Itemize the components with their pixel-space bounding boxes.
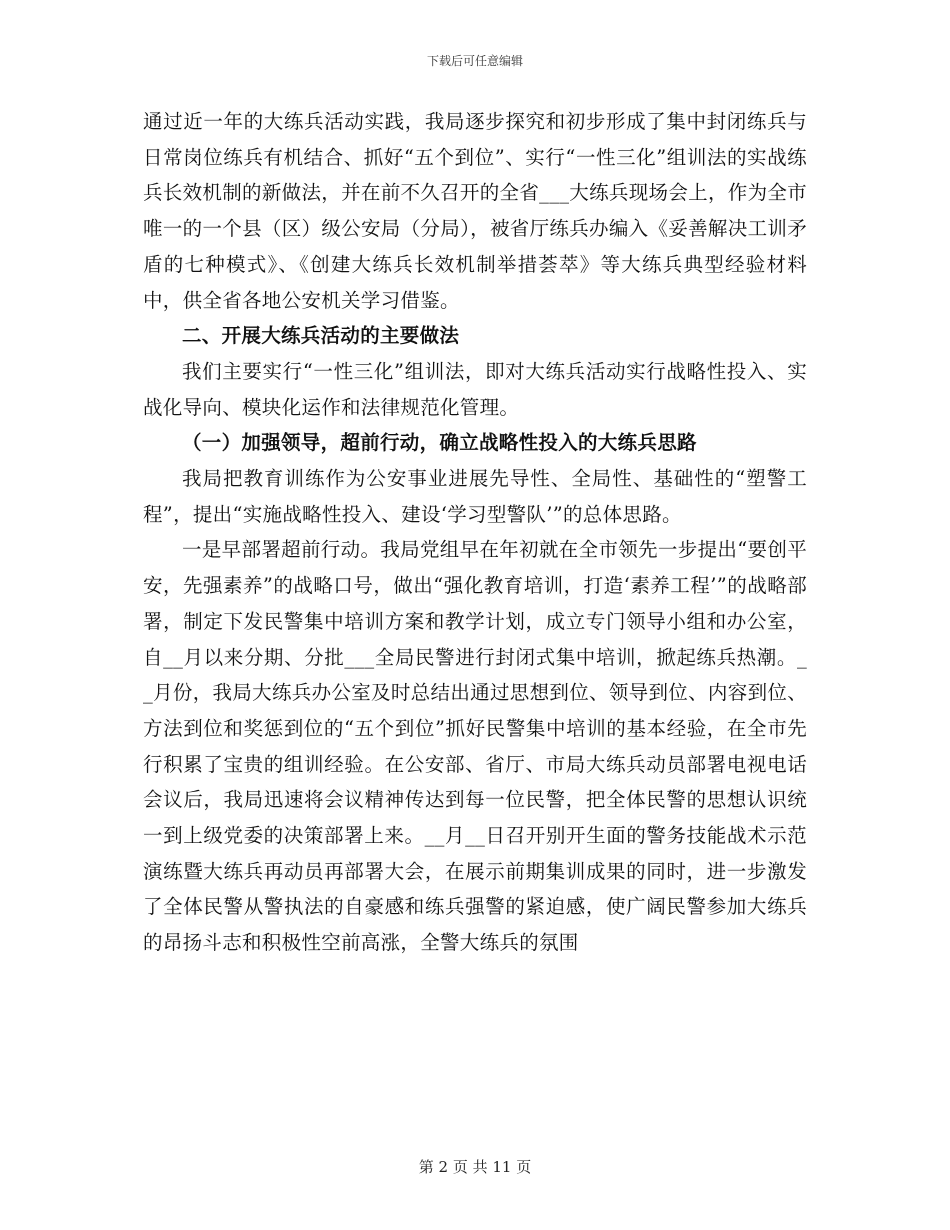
subsection-heading: （一）加强领导，超前行动，确立战略性投入的大练兵思路: [182, 431, 697, 455]
paragraph-intro: 我们主要实行“一性三化”组训法，即对大练兵活动实行战略性投入、实战化导向、模块化运作和法律规范化管理。: [143, 359, 807, 419]
page-number: 第 2 页 共 11 页: [418, 1158, 532, 1176]
paragraph-early-deployment: 一是早部署超前行动。我局党组早在年初就在全市领先一步提出“要创平安，先强素养”的战略口号，做出“强化教育培训，打造‘素养工程’”的战略部署，制定下发民警集中培训方案和教学计划，成立专门领导小组和办公室，自__月以来分期、分批___全局民警进行封闭式集中培训，掀起练兵热潮。__月份，我局大练兵办公室及时总结出通过思想到位、领导到位、内容到位、方法到位和奖惩到位的“五个到位”抓好民警集中培训的基本经验，在全市先行积累了宝贵的组训经验。在公安部、省厅、市局大练兵动员部署电视电话会议后，我局迅速将会议精神传达到每一位民警，把全体民警的思想认识统一到上级党委的决策部署上来。__月__日召开别开生面的警务技能战术示范演练暨大练兵再动员再部署大会，在展示前期集训成果的同时，进一步激发了全体民警从警执法的自豪感和练兵强警的紧迫感，使广阔民警参加大练兵的昂扬斗志和积极性空前高涨，全警大练兵的氛围: [143, 538, 807, 955]
document-body: [143, 104, 807, 961]
paragraph-continued: 通过近一年的大练兵活动实践，我局逐步探究和初步形成了集中封闭练兵与日常岗位练兵有机结合、抓好“五个到位”、实行“一性三化”组训法的实战练兵长效机制的新做法，并在前不久召开的全省___大练兵现场会上，作为全市唯一的一个县（区）级公安局（分局），被省厅练兵办编入《妥善解决工训矛盾的七种模式》、《创建大练兵长效机制举措荟萃》等大练兵典型经验材料中，供全省各地公安机关学习借鉴。: [143, 110, 807, 312]
paragraph-strategy: 我局把教育训练作为公安事业进展先导性、全局性、基础性的“塑警工程”，提出“实施战略性投入、建设‘学习型警队’”的总体思路。: [143, 467, 807, 526]
page-header-note: 下载后可任意编辑: [426, 54, 523, 68]
section-heading: 二、开展大练兵活动的主要做法: [182, 324, 460, 348]
